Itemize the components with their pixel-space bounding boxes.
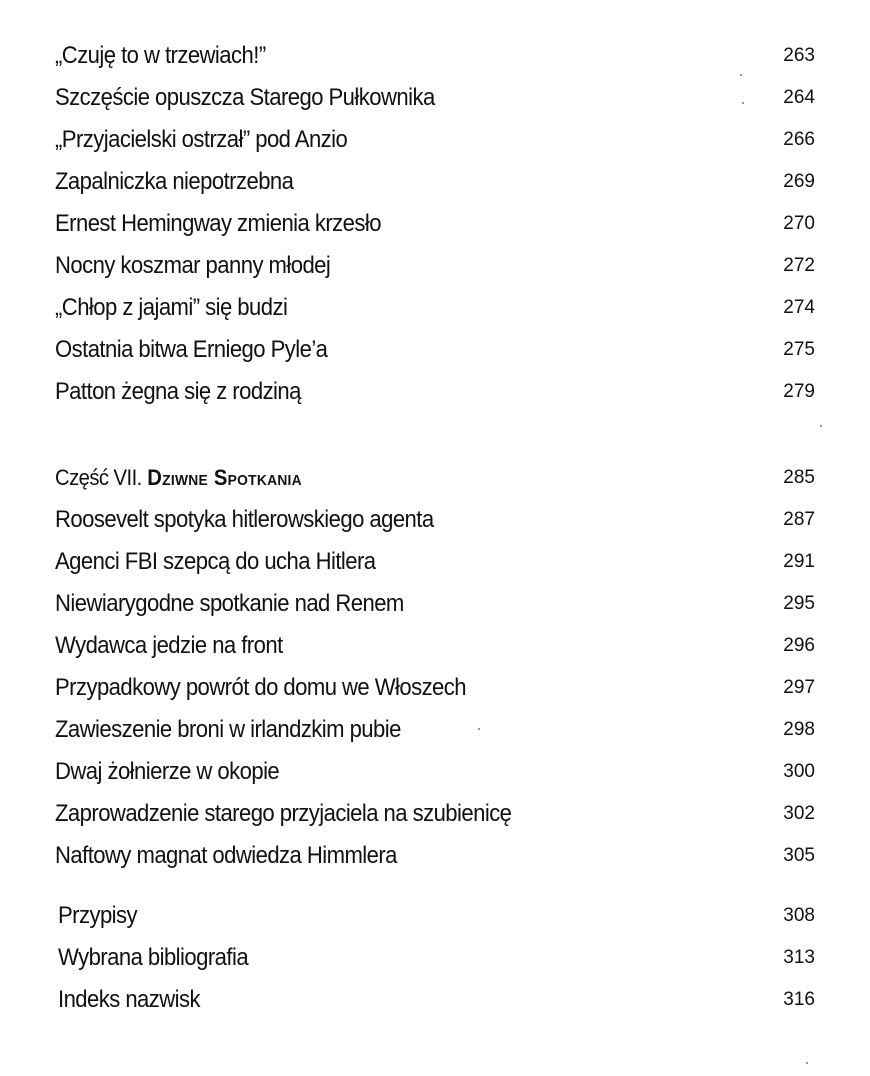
- toc-entry: [55, 249, 815, 283]
- toc-entry-page: 308: [783, 905, 815, 926]
- toc-entry-title: „Przyjacielski ostrzał” pod Anzio: [55, 126, 348, 153]
- toc-entry-title: Dwaj żołnierze w okopie: [55, 758, 280, 785]
- toc-entry: [55, 207, 815, 241]
- toc-entry-page: 279: [783, 381, 815, 402]
- toc-entry: [55, 503, 815, 537]
- toc-entry: [55, 587, 815, 621]
- part-heading-title: [55, 464, 302, 492]
- toc-entry-page: 263: [783, 45, 815, 66]
- toc-entry-page: 269: [783, 171, 815, 192]
- toc-entry: [55, 291, 815, 325]
- toc-entry-page: 298: [783, 719, 815, 740]
- part-title: Dziwne Spotkania: [147, 465, 302, 490]
- toc-entry: [55, 755, 815, 789]
- toc-entry-title: Ostatnia bitwa Erniego Pyle’a: [55, 336, 328, 363]
- toc-entry: [55, 839, 815, 873]
- toc-entry-page: 274: [783, 297, 815, 318]
- toc-entry-page: 300: [783, 761, 815, 782]
- toc-entry: [58, 941, 815, 975]
- toc-entry-title: „Czuję to w trzewiach!”: [55, 42, 266, 69]
- toc-entry-page: 270: [783, 213, 815, 234]
- toc-entry-page: 296: [783, 635, 815, 656]
- toc-entry-page: 266: [783, 129, 815, 150]
- toc-entry-title: Przypadkowy powrót do domu we Włoszech: [55, 674, 467, 701]
- toc-entry-title: Ernest Hemingway zmienia krzesło: [55, 210, 381, 237]
- toc-entry: [55, 39, 815, 73]
- toc-entry: [55, 797, 815, 831]
- toc-entry-page: 302: [783, 803, 815, 824]
- toc-entry-title: Nocny koszmar panny młodej: [55, 252, 331, 279]
- toc-entry-page: 313: [783, 947, 815, 968]
- toc-entry: [55, 81, 815, 115]
- toc-entry: [55, 123, 815, 157]
- toc-entry-title: „Chłop z jajami” się budzi: [55, 294, 288, 321]
- toc-entry-title: Agenci FBI szepcą do ucha Hitlera: [55, 548, 376, 575]
- toc-entry: [55, 545, 815, 579]
- toc-entry-title: Roosevelt spotyka hitlerowskiego agenta: [55, 506, 434, 533]
- toc-entry-page: 316: [783, 989, 815, 1010]
- toc-entry-page: 272: [783, 255, 815, 276]
- toc-entry-title: Przypisy: [58, 902, 138, 929]
- scan-speck: [740, 74, 742, 76]
- toc-entry: [55, 375, 815, 409]
- toc-entry: [55, 713, 815, 747]
- scan-speck: [820, 425, 822, 427]
- part-page: 285: [783, 467, 815, 488]
- toc-entry-page: 291: [783, 551, 815, 572]
- toc-entry-title: Wybrana bibliografia: [58, 944, 249, 971]
- toc-entry: [55, 671, 815, 705]
- toc-entry-page: 297: [783, 677, 815, 698]
- toc-entry-title: Naftowy magnat odwiedza Himmlera: [55, 842, 397, 869]
- toc-entry-page: 287: [783, 509, 815, 530]
- toc-entry: [55, 165, 815, 199]
- toc-entry: [58, 899, 815, 933]
- scan-speck: [806, 1062, 808, 1064]
- scan-speck: [478, 728, 480, 730]
- toc-entry: [58, 983, 815, 1017]
- scan-speck: [742, 102, 744, 104]
- toc-entry-title: Zapalniczka niepotrzebna: [55, 168, 294, 195]
- part-heading: [55, 461, 815, 495]
- toc-entry-title: Patton żegna się z rodziną: [55, 378, 301, 405]
- toc-entry-page: 275: [783, 339, 815, 360]
- toc-entry: [55, 333, 815, 367]
- toc-entry-page: 295: [783, 593, 815, 614]
- part-label: Część VII.: [55, 465, 142, 490]
- toc-entry-page: 305: [783, 845, 815, 866]
- toc-entry-title: Zawieszenie broni w irlandzkim pubie: [55, 716, 401, 743]
- toc-entry-title: Niewiarygodne spotkanie nad Renem: [55, 590, 404, 617]
- toc-entry-title: Szczęście opuszcza Starego Pułkownika: [55, 84, 435, 111]
- toc-entry-title: Wydawca jedzie na front: [55, 632, 283, 659]
- toc-entry: [55, 629, 815, 663]
- toc-entry-title: Indeks nazwisk: [58, 986, 200, 1013]
- toc-entry-title: Zaprowadzenie starego przyjaciela na szubienicę: [55, 800, 512, 827]
- toc-entry-page: 264: [783, 87, 815, 108]
